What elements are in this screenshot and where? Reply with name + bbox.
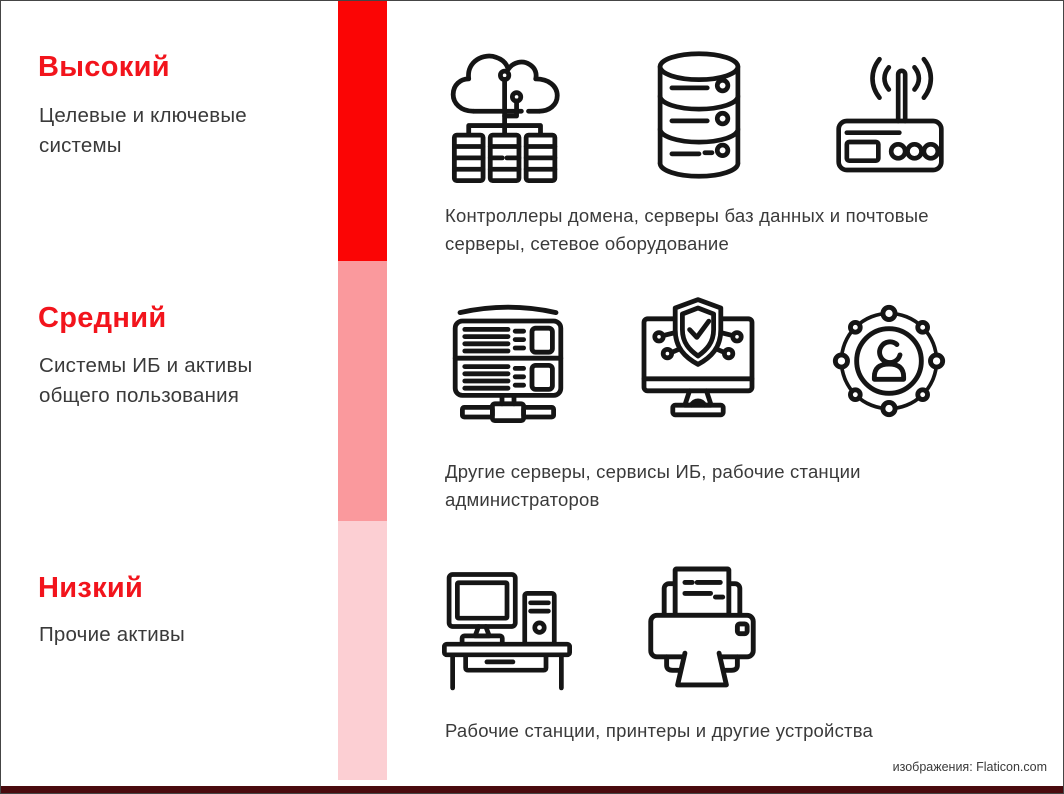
level-title-medium: Средний [38, 302, 167, 334]
bottom-accent-strip [1, 786, 1063, 793]
caption-high [445, 202, 1035, 258]
router-icon [831, 51, 949, 177]
footer-credit: изображения: Flaticon.com [892, 760, 1047, 774]
caption-line: серверы, сетевое оборудование [445, 233, 729, 254]
level-title-high: Высокий [38, 51, 170, 83]
description-line: системы [39, 134, 122, 157]
caption-medium [445, 458, 1035, 514]
user-network-icon [828, 300, 950, 422]
bar-segment-medium [338, 261, 387, 521]
level-description-high [39, 101, 247, 161]
workstation-icon [442, 567, 572, 693]
database-icon [640, 49, 758, 181]
server-rack-icon [448, 298, 568, 428]
level-description-medium [39, 351, 253, 411]
caption-line: Рабочие станции, принтеры и другие устройства [445, 720, 874, 741]
caption-line: администраторов [445, 489, 600, 510]
description-line: Прочие активы [39, 623, 185, 646]
printer-icon [641, 565, 763, 695]
caption-line: Другие серверы, сервисы ИБ, рабочие станции [445, 461, 861, 482]
bar-segment-low [338, 521, 387, 780]
cloud-network-icon [447, 49, 567, 183]
security-monitor-icon [638, 296, 758, 428]
description-line: Целевые и ключевые [39, 104, 247, 127]
description-line: общего пользования [39, 384, 240, 407]
criticality-bar [338, 1, 387, 780]
description-line: Системы ИБ и активы [39, 354, 253, 377]
bar-segment-high [338, 1, 387, 261]
caption-line: Контроллеры домена, серверы баз данных и почтовые [445, 205, 929, 226]
level-title-low: Низкий [38, 572, 144, 604]
level-description-low [39, 620, 185, 650]
caption-low [445, 717, 1035, 745]
